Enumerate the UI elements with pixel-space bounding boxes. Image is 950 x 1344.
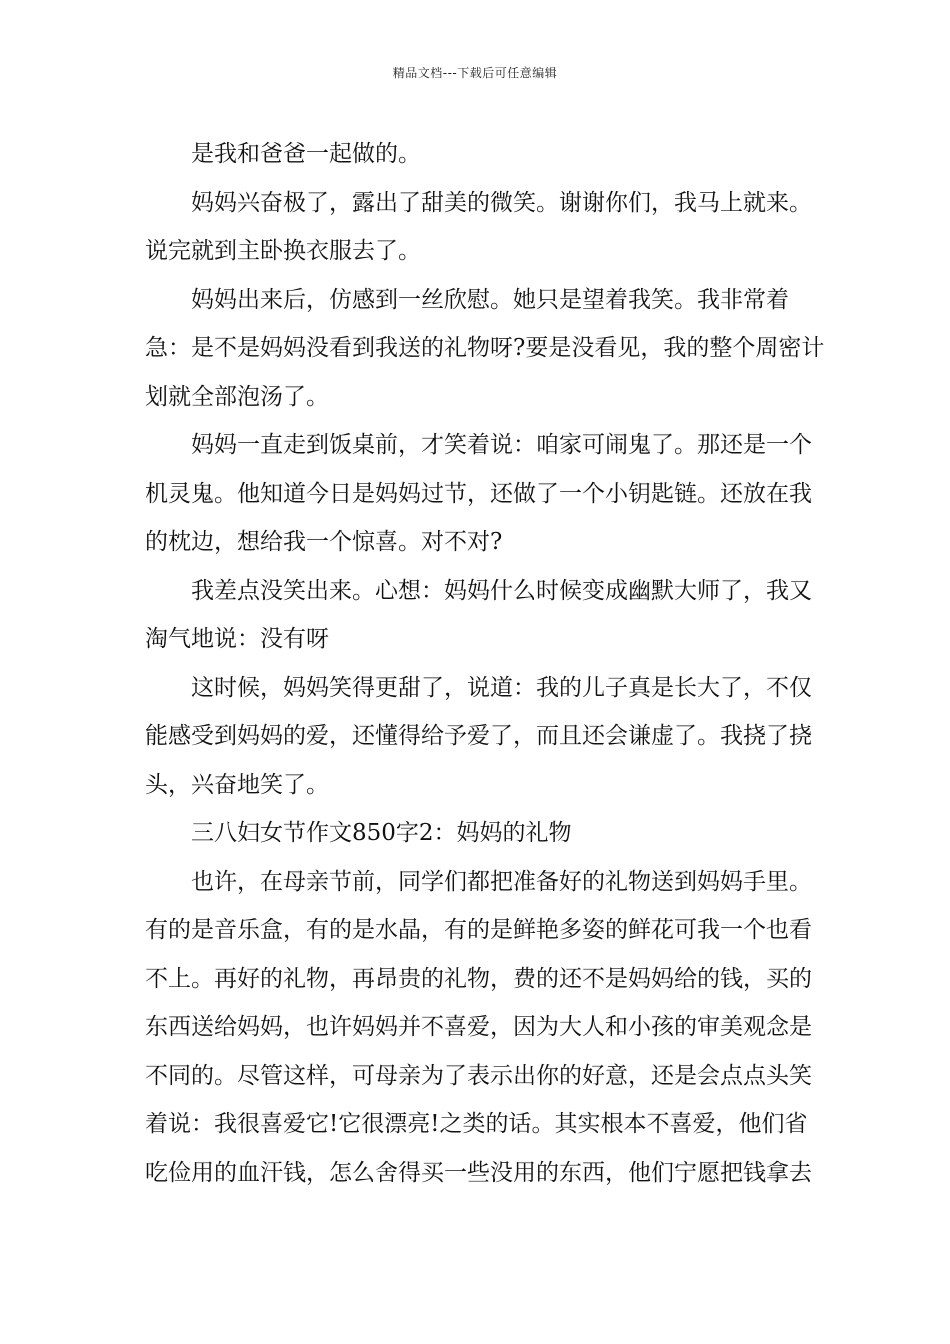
paragraph: 我差点没笑出来。心想：妈妈什么时候变成幽默大师了，我又淘气地说：没有呀: [145, 577, 812, 652]
paragraph: 也许，在母亲节前，同学们都把准备好的礼物送到妈妈手里。有的是音乐盒，有的是水晶，有的是鲜艳多姿的鲜花可我一个也看不上。再好的礼物，再昂贵的礼物，费的还不是妈妈给的钱，买的东西送给妈妈，也许妈妈并不喜爱，因为大人和小孩的审美观念是不同的。尽管这样，可母亲为了表示出你的好意，还是会点点头笑着说：我很喜爱它!它很漂亮!之类的话。其实根本不喜爱，他们省吃俭用的血汗钱，怎么舍得买一些没用的东西，他们宁愿把钱拿去: [145, 868, 812, 1186]
paragraph: 妈妈一直走到饭桌前，才笑着说：咱家可闹鬼了。那还是一个机灵鬼。他知道今日是妈妈过节，还做了一个小钥匙链。还放在我的枕边，想给我一个惊喜。对不对?: [145, 432, 812, 555]
paragraph: 妈妈出来后，仿感到一丝欣慰。她只是望着我笑。我非常着急：是不是妈妈没看到我送的礼物呀?要是没看见，我的整个周密计划就全部泡汤了。: [145, 286, 825, 410]
paragraph: 妈妈兴奋极了，露出了甜美的微笑。谢谢你们，我马上就来。说完就到主卧换衣服去了。: [145, 189, 812, 264]
section-heading: 三八妇女节作文850字2：妈妈的礼物: [191, 820, 572, 846]
page-header: 精品文档---下载后可任意编辑: [392, 66, 558, 80]
paragraph: 是我和爸爸一起做的。: [191, 141, 421, 167]
article-body: [145, 130, 825, 1197]
paragraph: 这时候，妈妈笑得更甜了，说道：我的儿子真是长大了，不仅能感受到妈妈的爱，还懂得给予爱了，而且还会谦虚了。我挠了挠头，兴奋地笑了。: [145, 674, 812, 798]
